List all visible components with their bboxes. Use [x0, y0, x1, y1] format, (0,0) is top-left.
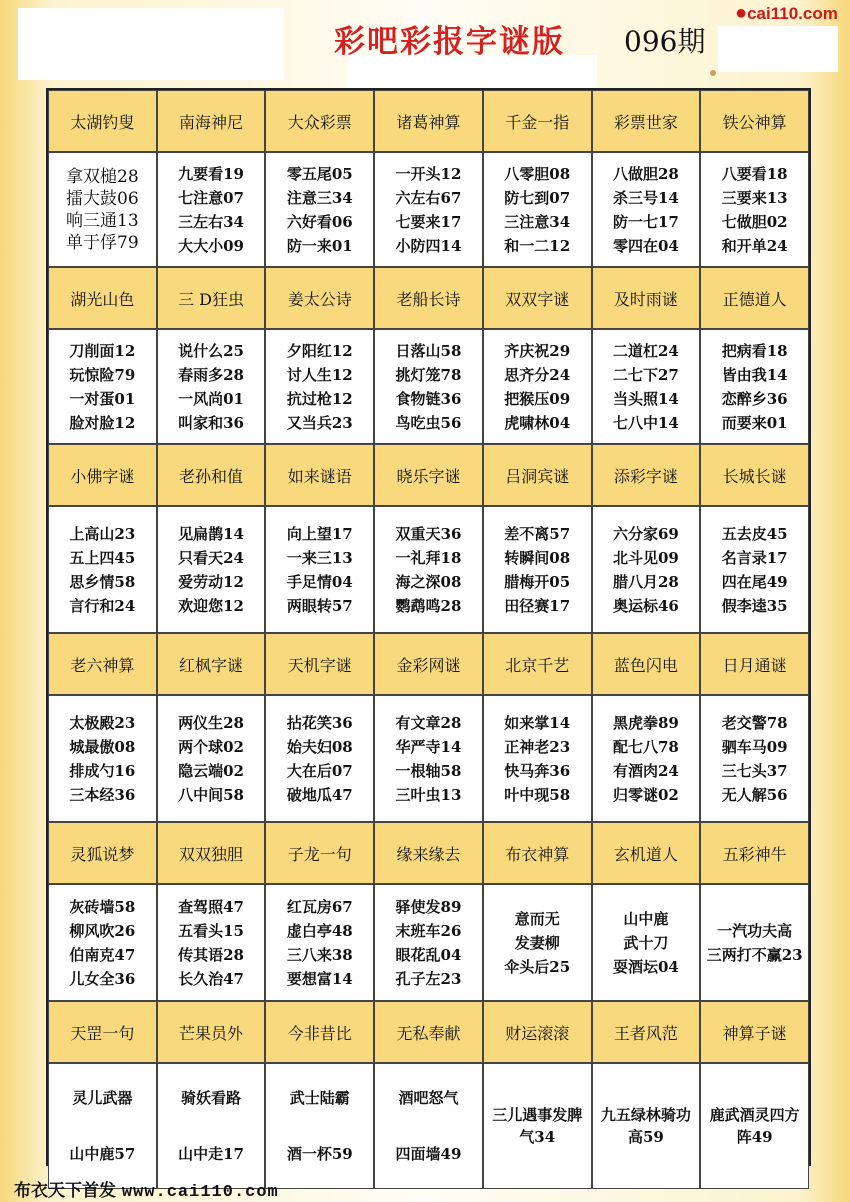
riddle-line: 单于俘79 — [66, 232, 139, 253]
riddle-line: 向上望17 — [286, 524, 353, 543]
riddle-cell — [700, 695, 809, 822]
riddle-line: 防七到07 — [504, 188, 571, 207]
riddle-line: 儿女全36 — [69, 969, 136, 988]
riddle-line: 武士陆霸 — [289, 1089, 350, 1107]
riddle-line: 玩惊险79 — [69, 365, 136, 384]
riddle-line: 转瞬间08 — [504, 548, 571, 567]
riddle-line: 八中间58 — [178, 785, 244, 804]
riddle-lines — [66, 166, 139, 254]
riddle-line: 排成勺16 — [69, 761, 136, 780]
riddle-lines — [287, 895, 353, 991]
riddle-lines — [287, 711, 353, 807]
riddle-cell — [48, 506, 157, 633]
riddle-line: 有文章28 — [395, 713, 462, 732]
riddle-line: 黑虎拳89 — [612, 713, 679, 732]
riddle-line: 二七下27 — [612, 365, 679, 384]
column-header: 日月通谜 — [700, 633, 809, 695]
issue-number: 096期 — [624, 25, 706, 58]
riddle-line: 五去皮45 — [721, 524, 788, 543]
riddle-lines — [504, 907, 570, 979]
riddle-line: 孔子左23 — [395, 969, 462, 988]
riddle-line: 食物链36 — [395, 389, 462, 408]
riddle-table — [46, 88, 811, 1166]
riddle-line: 长久治47 — [178, 969, 244, 988]
riddle-line: 柳风吹26 — [69, 921, 136, 940]
column-header: 三 D狂虫 — [157, 267, 266, 329]
riddle-lines — [287, 339, 353, 435]
riddle-line: 三左右34 — [178, 212, 244, 231]
riddle-cell — [265, 695, 374, 822]
riddle-lines — [613, 907, 679, 979]
riddle-line: 三本经36 — [69, 785, 136, 804]
riddle-cell — [592, 329, 701, 444]
riddle-lines — [396, 711, 462, 807]
riddle-lines — [504, 522, 570, 618]
riddle-line: 当头照14 — [612, 389, 679, 408]
riddle-cell — [700, 1063, 809, 1189]
riddle-line: 大大小09 — [178, 236, 244, 255]
riddle-line: 配七八78 — [612, 737, 679, 756]
column-header: 姜太公诗 — [265, 267, 374, 329]
column-header: 红枫字谜 — [157, 633, 266, 695]
riddle-line: 防一七17 — [612, 212, 679, 231]
riddle-cell — [374, 152, 483, 267]
riddle-line: 说什么25 — [178, 341, 244, 360]
riddle-line: 三要来13 — [721, 188, 788, 207]
riddle-line: 和一二12 — [504, 236, 571, 255]
riddle-line: 七做胆02 — [721, 212, 788, 231]
riddle-cell — [592, 152, 701, 267]
riddle-line: 脸对脸12 — [69, 413, 136, 432]
riddle-line: 三叶虫13 — [395, 785, 462, 804]
riddle-line: 四在尾49 — [721, 572, 788, 591]
riddle-line: 两仪生28 — [178, 713, 244, 732]
riddle-line: 把病看18 — [721, 341, 788, 360]
riddle-line: 一来三13 — [286, 548, 353, 567]
riddle-line: 四面墙49 — [395, 1145, 462, 1163]
riddle-line: 快马奔36 — [504, 761, 571, 780]
column-header: 芒果员外 — [157, 1001, 266, 1063]
column-header: 蓝色闪电 — [592, 633, 701, 695]
column-header: 长城长谜 — [700, 444, 809, 506]
riddle-lines — [69, 1086, 135, 1166]
column-header: 神算子谜 — [700, 1001, 809, 1063]
riddle-cell — [265, 506, 374, 633]
riddle-line: 把猴压09 — [504, 389, 571, 408]
riddle-line: 拈花笑36 — [286, 713, 353, 732]
riddle-line: 驷车马09 — [721, 737, 788, 756]
riddle-line: 三两打不赢23 — [706, 945, 803, 964]
riddle-line: 擂大鼓06 — [66, 188, 139, 209]
column-header: 布衣神算 — [483, 822, 592, 884]
column-header: 双双独胆 — [157, 822, 266, 884]
riddle-lines — [69, 711, 135, 807]
column-header: 灵狐说梦 — [48, 822, 157, 884]
riddle-line: 伞头后25 — [504, 957, 571, 976]
column-header: 诸葛神算 — [374, 90, 483, 152]
riddle-lines — [396, 339, 462, 435]
riddle-cell — [483, 1063, 592, 1189]
riddle-lines — [178, 711, 244, 807]
riddle-line: 奥运标46 — [612, 596, 679, 615]
riddle-line: 差不离57 — [504, 524, 571, 543]
riddle-cell — [374, 506, 483, 633]
riddle-lines — [504, 162, 570, 258]
riddle-line: 腊梅开05 — [504, 572, 571, 591]
riddle-line: 华严寺14 — [395, 737, 462, 756]
riddle-lines — [178, 339, 244, 435]
riddle-line: 田径赛17 — [504, 596, 571, 615]
riddle-line: 抗过枪12 — [286, 389, 353, 408]
column-header: 无私奉献 — [374, 1001, 483, 1063]
riddle-line: 城最傲08 — [69, 737, 136, 756]
riddle-cell — [374, 884, 483, 1001]
riddle-line: 一开头12 — [395, 164, 462, 183]
column-header: 湖光山色 — [48, 267, 157, 329]
riddle-cell — [157, 506, 266, 633]
column-header: 今非昔比 — [265, 1001, 374, 1063]
riddle-line: 红瓦房67 — [286, 897, 353, 916]
riddle-lines — [613, 711, 679, 807]
site-logo[interactable]: ●cai110.com — [735, 2, 838, 24]
column-header: 五彩神牛 — [700, 822, 809, 884]
riddle-cell — [374, 1063, 483, 1189]
column-header: 老孙和值 — [157, 444, 266, 506]
dot-icon: ● — [735, 2, 748, 24]
riddle-line: 而要来01 — [721, 413, 788, 432]
riddle-cell — [374, 329, 483, 444]
column-header: 金彩网谜 — [374, 633, 483, 695]
riddle-line: 叫家和36 — [178, 413, 244, 432]
riddle-line: 零四在04 — [612, 236, 679, 255]
riddle-line: 七八中14 — [612, 413, 679, 432]
riddle-line: 叶中现58 — [504, 785, 571, 804]
column-header: 双双字谜 — [483, 267, 592, 329]
riddle-line: 三儿遇事发脾气34 — [492, 1106, 583, 1146]
riddle-line: 言行和24 — [69, 596, 136, 615]
riddle-lines — [396, 522, 462, 618]
riddle-lines — [722, 162, 788, 258]
riddle-line: 八要看18 — [721, 164, 788, 183]
column-header: 及时雨谜 — [592, 267, 701, 329]
riddle-line: 腊八月28 — [612, 572, 679, 591]
riddle-lines — [722, 339, 788, 435]
riddle-line: 九五绿林骑功高59 — [600, 1106, 691, 1146]
riddle-line: 八零胆08 — [504, 164, 571, 183]
riddle-line: 春雨多28 — [178, 365, 244, 384]
column-header: 如来谜语 — [265, 444, 374, 506]
riddle-line: 九要看19 — [178, 164, 244, 183]
riddle-line: 欢迎您12 — [178, 596, 244, 615]
riddle-cell — [483, 884, 592, 1001]
riddle-line: 皆由我14 — [721, 365, 788, 384]
riddle-cell — [48, 884, 157, 1001]
riddle-lines — [69, 339, 135, 435]
riddle-line: 见扁鹊14 — [178, 524, 244, 543]
riddle-cell — [157, 152, 266, 267]
riddle-line: 虎啸林04 — [504, 413, 571, 432]
riddle-line: 挑灯笼78 — [395, 365, 462, 384]
riddle-line: 三七头37 — [721, 761, 788, 780]
column-header: 子龙一句 — [265, 822, 374, 884]
column-header: 晓乐字谜 — [374, 444, 483, 506]
riddle-lines — [69, 522, 135, 618]
riddle-line: 要想富14 — [286, 969, 353, 988]
riddle-line: 只看天24 — [178, 548, 244, 567]
column-header: 财运滚滚 — [483, 1001, 592, 1063]
riddle-line: 山中鹿 — [623, 909, 669, 928]
riddle-line: 七要来17 — [395, 212, 462, 231]
riddle-lines — [396, 895, 462, 991]
riddle-line: 灰砖墙58 — [69, 897, 136, 916]
riddle-line: 手足情04 — [286, 572, 353, 591]
riddle-cell — [265, 152, 374, 267]
ornament-dot — [710, 70, 716, 76]
riddle-line: 归零谜02 — [612, 785, 679, 804]
riddle-line: 酒一杯59 — [286, 1145, 353, 1163]
column-header: 天机字谜 — [265, 633, 374, 695]
riddle-lines — [613, 339, 679, 435]
riddle-line: 太极殿23 — [69, 713, 136, 732]
riddle-cell — [483, 152, 592, 267]
riddle-line: 杀三号14 — [612, 188, 679, 207]
riddle-line: 和开单24 — [721, 236, 788, 255]
riddle-cell — [48, 152, 157, 267]
riddle-cell — [592, 695, 701, 822]
riddle-cell — [374, 695, 483, 822]
riddle-cell — [48, 695, 157, 822]
column-header: 小佛字谜 — [48, 444, 157, 506]
blank-panel-left — [18, 8, 284, 80]
riddle-lines — [707, 919, 803, 967]
riddle-line: 查驾照47 — [178, 897, 244, 916]
riddle-line: 响三通13 — [66, 210, 139, 231]
footer — [14, 1176, 279, 1202]
column-header: 老船长诗 — [374, 267, 483, 329]
riddle-cell — [157, 884, 266, 1001]
riddle-line: 五看头15 — [178, 921, 244, 940]
column-header: 吕洞宾谜 — [483, 444, 592, 506]
riddle-lines — [722, 522, 788, 618]
riddle-lines — [178, 522, 244, 618]
riddle-line: 又当兵23 — [286, 413, 353, 432]
riddle-line: 三八来38 — [286, 945, 353, 964]
riddle-cell — [592, 506, 701, 633]
riddle-line: 驿使发89 — [395, 897, 462, 916]
riddle-line: 一根轴58 — [395, 761, 462, 780]
riddle-line: 如来掌14 — [504, 713, 571, 732]
riddle-line: 酒吧怒气 — [398, 1089, 459, 1107]
column-header: 老六神算 — [48, 633, 157, 695]
riddle-cell — [700, 884, 809, 1001]
riddle-lines — [613, 522, 679, 618]
riddle-lines — [178, 1086, 244, 1166]
riddle-line: 始夫妇08 — [286, 737, 353, 756]
riddle-cell — [483, 329, 592, 444]
riddle-line: 思齐分24 — [504, 365, 571, 384]
footer-url[interactable]: www.cai110.com — [121, 1183, 279, 1202]
riddle-cell — [157, 695, 266, 822]
riddle-line: 武十刀 — [623, 933, 669, 952]
riddle-cell — [48, 1063, 157, 1189]
page-title: 彩吧彩报字谜版 — [334, 24, 565, 60]
riddle-line: 一风尚01 — [178, 389, 244, 408]
riddle-line: 有酒肉24 — [612, 761, 679, 780]
riddle-line: 八做胆28 — [612, 164, 679, 183]
riddle-line: 正神老23 — [504, 737, 571, 756]
riddle-line: 发妻柳 — [514, 933, 560, 952]
riddle-lines — [504, 339, 570, 435]
riddle-lines — [287, 1086, 353, 1166]
riddle-line: 破地瓜47 — [286, 785, 353, 804]
riddle-line: 鹦鹉鸣28 — [395, 596, 462, 615]
riddle-line: 拿双槌28 — [66, 166, 139, 187]
riddle-line: 防一来01 — [286, 236, 353, 255]
column-header: 添彩字谜 — [592, 444, 701, 506]
riddle-line: 鹿武酒灵四方阵49 — [709, 1106, 800, 1146]
riddle-cell — [700, 506, 809, 633]
blank-panel-right — [718, 26, 838, 72]
riddle-line: 零五尾05 — [286, 164, 353, 183]
riddle-cell — [700, 329, 809, 444]
column-header: 王者风范 — [592, 1001, 701, 1063]
riddle-line: 五上四45 — [69, 548, 136, 567]
riddle-lines — [396, 162, 462, 258]
riddle-line: 恋醉乡36 — [721, 389, 788, 408]
riddle-lines — [722, 711, 788, 807]
riddle-line: 七注意07 — [178, 188, 244, 207]
riddle-line: 一对蛋01 — [69, 389, 136, 408]
column-header: 天罡一句 — [48, 1001, 157, 1063]
riddle-line: 三注意34 — [504, 212, 571, 231]
riddle-line: 讨人生12 — [286, 365, 353, 384]
riddle-lines — [178, 895, 244, 991]
riddle-line: 夕阳红12 — [286, 341, 353, 360]
riddle-line: 虚白亭48 — [286, 921, 353, 940]
riddle-line: 假李逵35 — [721, 596, 788, 615]
column-header: 铁公神算 — [700, 90, 809, 152]
column-header: 北京千艺 — [483, 633, 592, 695]
riddle-line: 两眼转57 — [286, 596, 353, 615]
riddle-line: 一礼拜18 — [395, 548, 462, 567]
column-header: 彩票世家 — [592, 90, 701, 152]
riddle-line: 一汽功夫高 — [717, 921, 793, 940]
riddle-line: 山中鹿57 — [69, 1145, 136, 1163]
riddle-cell — [157, 1063, 266, 1189]
riddle-lines — [178, 162, 244, 258]
riddle-line: 骑妖看路 — [181, 1089, 242, 1107]
riddle-line: 山中走17 — [178, 1145, 244, 1163]
riddle-lines — [396, 1086, 462, 1166]
riddle-cell — [265, 329, 374, 444]
riddle-line: 双重天36 — [395, 524, 462, 543]
riddle-line: 两个球02 — [178, 737, 244, 756]
riddle-lines — [613, 162, 679, 258]
riddle-line: 末班车26 — [395, 921, 462, 940]
riddle-line: 传其语28 — [178, 945, 244, 964]
riddle-line: 思乡情58 — [69, 572, 136, 591]
riddle-line: 日落山58 — [395, 341, 462, 360]
riddle-line: 意而无 — [514, 909, 560, 928]
riddle-line: 六左右67 — [395, 188, 462, 207]
riddle-cell — [157, 329, 266, 444]
riddle-lines — [69, 895, 135, 991]
footer-slogan: 布衣天下首发 — [14, 1181, 116, 1201]
riddle-line: 上高山23 — [69, 524, 136, 543]
column-header: 太湖钓叟 — [48, 90, 157, 152]
column-header: 缘来缘去 — [374, 822, 483, 884]
riddle-line: 老交警78 — [721, 713, 788, 732]
riddle-lines — [504, 711, 570, 807]
riddle-line: 注意三34 — [286, 188, 353, 207]
riddle-line: 齐庆祝29 — [504, 341, 571, 360]
riddle-cell — [592, 1063, 701, 1189]
riddle-line: 无人解56 — [721, 785, 788, 804]
riddle-line: 北斗见09 — [612, 548, 679, 567]
riddle-lines — [287, 162, 353, 258]
riddle-line: 海之深08 — [395, 572, 462, 591]
column-header: 玄机道人 — [592, 822, 701, 884]
riddle-cell — [483, 695, 592, 822]
riddle-line: 伯南克47 — [69, 945, 136, 964]
riddle-cell — [265, 1063, 374, 1189]
riddle-cell — [48, 329, 157, 444]
riddle-line: 大在后07 — [286, 761, 353, 780]
riddle-lines — [287, 522, 353, 618]
riddle-line: 隐云端02 — [178, 761, 244, 780]
riddle-line: 鸟吃虫56 — [395, 413, 462, 432]
riddle-cell — [700, 152, 809, 267]
column-header: 南海神尼 — [157, 90, 266, 152]
riddle-line: 名言录17 — [721, 548, 788, 567]
riddle-cell — [483, 506, 592, 633]
column-header: 大众彩票 — [265, 90, 374, 152]
riddle-line: 灵儿武器 — [72, 1089, 133, 1107]
column-header: 千金一指 — [483, 90, 592, 152]
riddle-line: 六分家69 — [612, 524, 679, 543]
riddle-line: 小防四14 — [395, 236, 462, 255]
riddle-line: 眼花乱04 — [395, 945, 462, 964]
riddle-line: 爱劳动12 — [178, 572, 244, 591]
riddle-cell — [592, 884, 701, 1001]
riddle-cell — [265, 884, 374, 1001]
riddle-line: 二道杠24 — [612, 341, 679, 360]
riddle-line: 六好看06 — [286, 212, 353, 231]
column-header: 正德道人 — [700, 267, 809, 329]
riddle-line: 刀削面12 — [69, 341, 136, 360]
riddle-line: 耍酒坛04 — [612, 957, 679, 976]
